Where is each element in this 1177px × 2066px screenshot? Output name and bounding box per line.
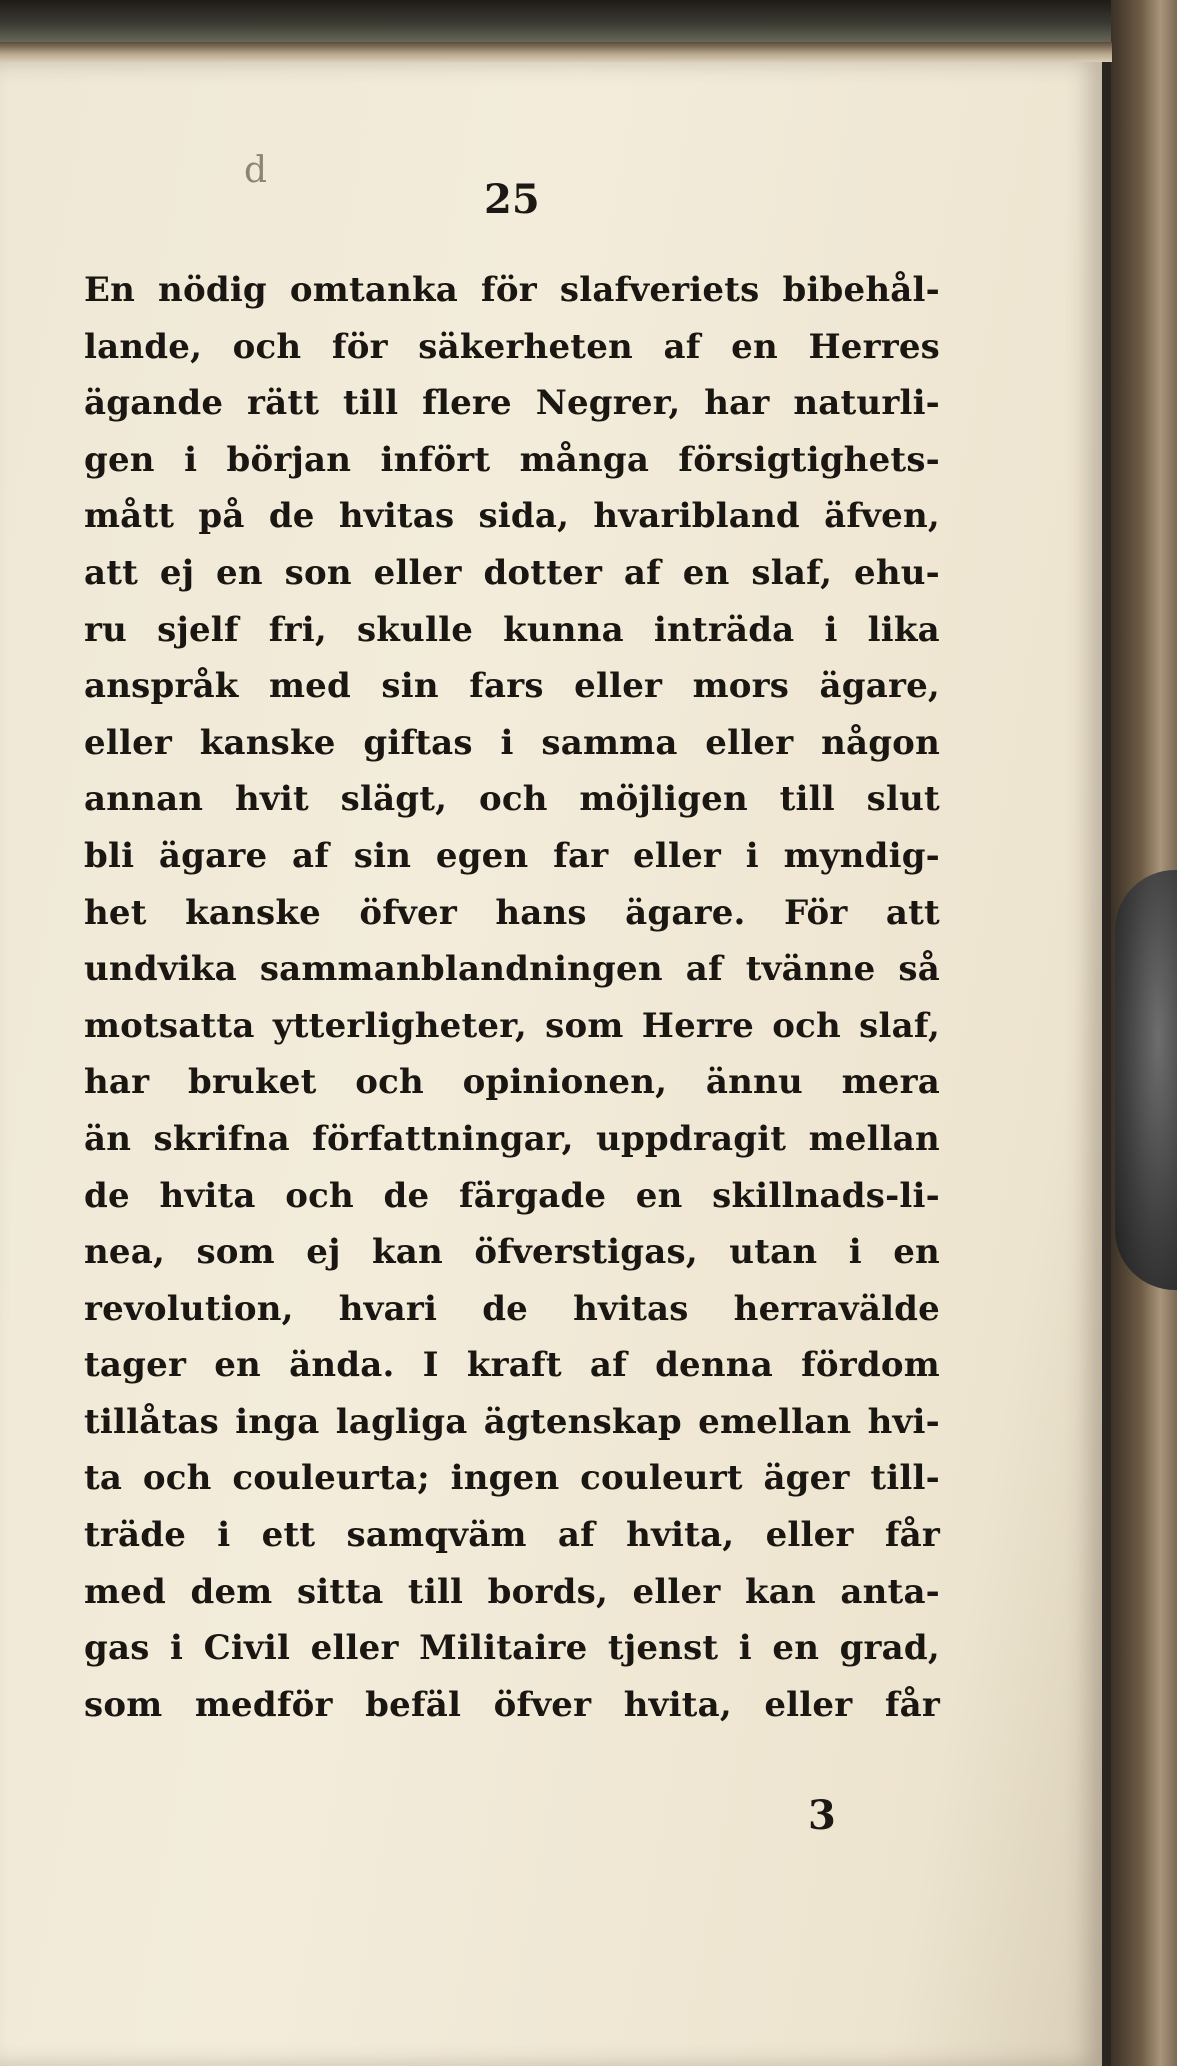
text-line <box>84 432 940 489</box>
word: slafveriets <box>559 270 760 310</box>
word: försigtighets- <box>678 439 940 480</box>
text-line <box>84 319 940 376</box>
word: som <box>196 1232 275 1273</box>
word: anspråk <box>84 666 239 707</box>
word: mått <box>84 496 175 537</box>
word: samqväm <box>346 1515 527 1556</box>
page-number: 25 <box>484 176 540 223</box>
catchword-signature: 3 <box>808 1792 836 1839</box>
word: af <box>685 949 723 990</box>
word: bruket <box>187 1062 317 1103</box>
word: början <box>226 439 352 480</box>
word: dem <box>190 1571 273 1612</box>
word: än <box>84 1118 132 1159</box>
word: För <box>784 892 848 933</box>
word: utan <box>729 1232 818 1273</box>
word: med <box>269 666 351 707</box>
word: mellan <box>808 1118 940 1159</box>
word: i <box>738 1628 752 1669</box>
word: hvita, <box>623 1684 732 1725</box>
word: kunna <box>503 609 624 650</box>
word: som <box>545 1005 624 1046</box>
word: het <box>84 892 147 933</box>
word: hans <box>495 892 587 933</box>
word: får <box>884 1684 940 1725</box>
word: eller <box>764 1684 853 1725</box>
word: annan <box>84 779 204 820</box>
text-line <box>84 1677 940 1734</box>
word: att <box>885 892 940 933</box>
word: till <box>779 779 835 820</box>
text-line <box>84 602 940 659</box>
text-line <box>84 771 940 828</box>
word: slaf, <box>859 1005 940 1046</box>
word: att <box>84 552 139 593</box>
word: färgade <box>458 1175 607 1216</box>
word: till- <box>870 1458 940 1499</box>
word: anta- <box>840 1571 940 1612</box>
word: inga <box>235 1401 320 1442</box>
word: tager <box>84 1345 187 1386</box>
word: de <box>482 1288 529 1329</box>
word: emellan <box>698 1401 852 1442</box>
word: kan <box>372 1232 443 1273</box>
word: ingen <box>450 1458 560 1499</box>
word: i <box>184 439 198 480</box>
word: sjelf <box>157 609 239 650</box>
word: ägare <box>158 835 268 876</box>
word: hvita, <box>626 1515 735 1556</box>
book-clasp <box>1115 870 1177 1290</box>
word: giftas <box>363 722 473 763</box>
text-line <box>84 1281 940 1338</box>
word: och <box>355 1062 424 1103</box>
word: i <box>170 1628 184 1669</box>
word: bibehål- <box>782 270 940 310</box>
word: sida, <box>478 496 570 537</box>
text-line <box>84 488 940 545</box>
word: skillnads-li- <box>712 1175 940 1216</box>
word: fars <box>469 666 544 707</box>
word: i <box>745 835 759 876</box>
word: en <box>635 1175 683 1216</box>
word: af <box>623 552 661 593</box>
word: ägande <box>84 383 224 424</box>
word: eller <box>574 666 663 707</box>
text-line <box>84 1450 940 1507</box>
word: möjligen <box>579 779 748 820</box>
word: Herre <box>641 1005 754 1046</box>
word: har <box>704 383 770 424</box>
word: en <box>214 1345 261 1386</box>
body-text <box>84 262 940 1733</box>
word: i <box>848 1232 862 1273</box>
word: ägare. <box>625 892 746 933</box>
word: ej <box>159 552 195 593</box>
text-line <box>84 1620 940 1677</box>
word: ända. <box>289 1345 395 1386</box>
word: och <box>285 1175 354 1216</box>
word: sin <box>381 666 439 707</box>
word: fri, <box>268 609 327 650</box>
word: har <box>84 1062 150 1103</box>
word: ej <box>306 1232 341 1273</box>
word: af <box>292 835 330 876</box>
word: couleurt <box>580 1458 743 1499</box>
word: och <box>142 1458 212 1499</box>
word: i <box>824 609 838 650</box>
word: fördom <box>801 1345 940 1386</box>
word: flere <box>422 383 512 424</box>
word: säkerheten <box>418 326 633 367</box>
word: kan <box>744 1571 816 1612</box>
word: tvänne <box>745 949 876 990</box>
text-line <box>84 1564 940 1621</box>
word: uppdragit <box>596 1118 787 1159</box>
word: eller <box>310 1628 399 1669</box>
text-line <box>84 1224 940 1281</box>
word: och <box>232 326 302 367</box>
word: tillåtas <box>84 1401 219 1442</box>
word: grad, <box>839 1628 940 1669</box>
text-line <box>84 1111 940 1168</box>
word: ännu <box>705 1062 803 1103</box>
word: eller <box>705 722 794 763</box>
word: motsatta <box>84 1005 255 1046</box>
word: herravälde <box>733 1288 940 1329</box>
word: slut <box>866 779 940 820</box>
word: så <box>898 949 940 990</box>
word: En <box>84 270 136 310</box>
page-edge <box>0 42 1112 62</box>
word: samma <box>541 722 678 763</box>
text-line <box>84 941 940 998</box>
word: en <box>772 1628 820 1669</box>
word: dotter <box>483 552 603 593</box>
word: eller <box>373 552 462 593</box>
word: bords, <box>487 1571 608 1612</box>
word: ägtenskap <box>483 1401 682 1442</box>
word: skrifna <box>153 1118 290 1159</box>
text-line <box>84 1394 940 1451</box>
text-line <box>84 375 940 432</box>
text-line <box>84 998 940 1055</box>
word: omtanka <box>289 270 459 310</box>
word: revolution, <box>84 1288 294 1329</box>
word: af <box>663 326 701 367</box>
word: couleurta; <box>232 1458 430 1499</box>
word: till <box>407 1571 464 1612</box>
word: de <box>84 1175 130 1216</box>
text-line <box>84 545 940 602</box>
text-line <box>84 1054 940 1111</box>
word: ta <box>84 1458 123 1499</box>
word: Militaire <box>419 1628 588 1669</box>
word: eller <box>84 722 173 763</box>
word: Civil <box>203 1628 291 1669</box>
word: de <box>383 1175 430 1216</box>
word: af <box>557 1515 595 1556</box>
word: äfven, <box>824 496 940 537</box>
word: ehu- <box>854 552 940 593</box>
word: författningar, <box>312 1118 574 1159</box>
word: eller <box>765 1515 854 1556</box>
word: ytterligheter, <box>272 1005 527 1046</box>
word: I <box>422 1345 439 1386</box>
word: sin <box>353 835 412 876</box>
word: undvika <box>84 949 237 990</box>
word: naturli- <box>793 383 940 424</box>
text-line <box>84 1337 940 1394</box>
word: ägare, <box>819 666 940 707</box>
word: och <box>478 779 548 820</box>
word: mors <box>692 666 790 707</box>
word: egen <box>435 835 529 876</box>
word: sammanblandningen <box>259 949 663 990</box>
word: kraft <box>466 1345 562 1386</box>
word: tjenst <box>607 1628 719 1669</box>
word: för <box>331 326 388 367</box>
word: eller <box>632 1571 721 1612</box>
text-line <box>84 1168 940 1225</box>
word: gas <box>84 1628 150 1669</box>
word: i <box>500 722 514 763</box>
word: nödig <box>158 270 267 310</box>
word: hvita <box>159 1175 256 1216</box>
word: befäl <box>365 1684 462 1725</box>
word: far <box>553 835 609 876</box>
word: och <box>772 1005 841 1046</box>
word: någon <box>821 722 940 763</box>
word: öfver <box>359 892 457 933</box>
signature-mark: d <box>244 150 268 191</box>
word: i <box>217 1515 231 1556</box>
word: slaf, <box>751 552 833 593</box>
text-line <box>84 715 940 772</box>
word: kanske <box>185 892 321 933</box>
word: öfverstigas, <box>474 1232 698 1273</box>
word: lande, <box>84 326 203 367</box>
word: hvaribland <box>593 496 800 537</box>
word: Negrer, <box>535 383 681 424</box>
word: inträda <box>653 609 795 650</box>
word: ett <box>261 1515 316 1556</box>
word: infört <box>380 439 491 480</box>
text-line <box>84 658 940 715</box>
word: son <box>284 552 352 593</box>
word: hvitas <box>338 496 455 537</box>
word: hvitas <box>573 1288 689 1329</box>
word: en <box>893 1232 940 1273</box>
word: denna <box>655 1345 773 1386</box>
text-line <box>84 262 940 319</box>
word: de <box>268 496 315 537</box>
word: kanske <box>199 722 336 763</box>
word: ru <box>84 609 128 650</box>
word: till <box>343 383 399 424</box>
word: eller <box>633 835 722 876</box>
word: gen <box>84 439 155 480</box>
word: för <box>481 270 537 310</box>
word: sitta <box>296 1571 384 1612</box>
text-line <box>84 828 940 885</box>
word: rätt <box>247 383 320 424</box>
word: träde <box>84 1515 187 1556</box>
word: får <box>884 1515 940 1556</box>
word: hvit <box>234 779 309 820</box>
word: myndig- <box>783 835 940 876</box>
text-line <box>84 1507 940 1564</box>
word: af <box>589 1345 627 1386</box>
word: en <box>216 552 263 593</box>
word: nea, <box>84 1232 166 1273</box>
word: med <box>84 1571 166 1612</box>
word: mera <box>841 1062 940 1103</box>
word: en <box>682 552 730 593</box>
word: opinionen, <box>462 1062 668 1103</box>
word: äger <box>763 1458 850 1499</box>
word: medför <box>194 1684 333 1725</box>
word: slägt, <box>340 779 448 820</box>
word: lika <box>867 609 940 650</box>
word: bli <box>84 835 135 876</box>
word: skulle <box>356 609 474 650</box>
text-line <box>84 885 940 942</box>
word: lagliga <box>335 1401 468 1442</box>
word: en <box>731 326 778 367</box>
word: som <box>84 1684 163 1725</box>
word: hvari <box>338 1288 438 1329</box>
word: många <box>519 439 650 480</box>
word: hvi- <box>867 1401 940 1442</box>
word: öfver <box>493 1684 592 1725</box>
word: Herres <box>808 326 940 367</box>
word: på <box>198 496 245 537</box>
